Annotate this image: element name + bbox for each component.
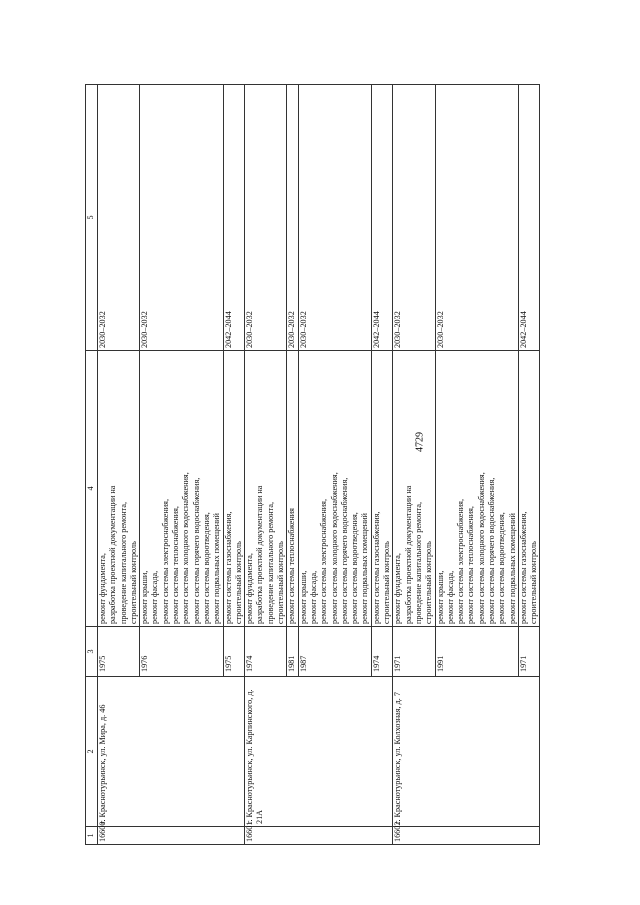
header-col-5: 5 <box>86 85 98 351</box>
row-number: 16600. <box>98 827 245 845</box>
work-item: разработка проектной документации на <box>108 485 118 624</box>
work-item: ремонт системы газоснабжения, <box>518 511 528 624</box>
work-item: ремонт фундамента, <box>393 553 403 624</box>
work-item: ремонт системы холодного водоснабжения, <box>476 472 486 624</box>
table-row <box>245 85 287 845</box>
work-item: ремонт системы теплоснабжения, <box>466 506 476 624</box>
period-cell: 2042–2044 <box>518 85 540 351</box>
work-item: ремонт системы газоснабжения, <box>371 511 381 624</box>
repair-schedule-table <box>85 84 540 845</box>
work-item: строительный контроль <box>233 541 243 624</box>
work-item: ремонт крыши, <box>435 570 445 624</box>
rotated-page <box>85 85 575 845</box>
work-item: проведение капитального ремонта, <box>118 501 128 624</box>
header-col-4: 4 <box>86 351 98 627</box>
header-col-2: 2 <box>86 677 98 827</box>
works-cell <box>518 351 540 627</box>
work-item: строительный контроль <box>529 541 539 624</box>
work-item: строительный контроль <box>128 541 138 624</box>
year-cell: 1971 <box>393 627 435 677</box>
period-cell: 2030–2032 <box>298 85 371 351</box>
works-cell <box>223 351 245 627</box>
row-number: 16601. <box>245 827 393 845</box>
address-cell: г. Краснотурьинск, ул. Мира, д. 46 <box>98 677 245 827</box>
table-body <box>98 85 540 845</box>
header-col-1: 1 <box>86 827 98 845</box>
work-item: строительный контроль <box>382 541 392 624</box>
year-cell: 1987 <box>298 627 371 677</box>
table-row <box>393 85 435 845</box>
year-cell: 1981 <box>287 627 298 677</box>
year-cell: 1975 <box>223 627 245 677</box>
work-item: проведение капитального ремонта, <box>265 501 275 624</box>
work-item: строительный контроль <box>276 541 286 624</box>
work-item: ремонт крыши, <box>140 570 150 624</box>
works-cell <box>98 351 140 627</box>
period-cell: 2042–2044 <box>371 85 393 351</box>
work-item: ремонт системы электроснабжения, <box>456 499 466 624</box>
works-cell <box>245 351 287 627</box>
period-cell: 2030–2032 <box>393 85 435 351</box>
work-item: ремонт системы электроснабжения, <box>160 499 170 624</box>
work-item: ремонт системы теплоснабжения <box>287 508 297 624</box>
period-cell: 2030–2032 <box>245 85 287 351</box>
year-cell: 1971 <box>518 627 540 677</box>
work-item: ремонт фасада, <box>445 570 455 624</box>
work-item: ремонт фундамента, <box>245 553 255 624</box>
work-item: ремонт системы газоснабжения, <box>223 511 233 624</box>
work-item: ремонт системы электроснабжения, <box>319 499 329 624</box>
work-item: ремонт подвальных помещений <box>360 513 370 624</box>
address-cell: г. Краснотурьинск, ул. Карпинского, д. 21А <box>245 677 393 827</box>
work-item: ремонт крыши, <box>298 570 308 624</box>
works-cell <box>393 351 435 627</box>
period-cell: 2030–2032 <box>98 85 140 351</box>
work-item: разработка проектной документации на <box>255 485 265 624</box>
page-number: 4729 <box>414 432 426 452</box>
work-item: разработка проектной документации на <box>403 485 413 624</box>
year-cell: 1974 <box>371 627 393 677</box>
period-cell: 2030–2032 <box>435 85 518 351</box>
works-cell <box>435 351 518 627</box>
works-cell <box>287 351 298 627</box>
work-item: ремонт системы холодного водоснабжения, <box>329 472 339 624</box>
work-item: ремонт системы водоотведения, <box>497 512 507 624</box>
period-cell: 2042–2044 <box>223 85 245 351</box>
work-item: ремонт фундамента, <box>98 553 107 624</box>
year-cell: 1991 <box>435 627 518 677</box>
work-item: ремонт системы теплоснабжения, <box>171 506 181 624</box>
year-cell: 1975 <box>98 627 140 677</box>
work-item: ремонт фасада, <box>308 570 318 624</box>
work-item: ремонт фасада, <box>150 570 160 624</box>
work-item: ремонт системы горячего водоснабжения, <box>339 477 349 624</box>
row-number: 16602. <box>393 827 540 845</box>
address-cell: г. Краснотурьинск, ул. Колхозная, д. 7 <box>393 677 540 827</box>
header-row <box>86 85 98 845</box>
period-cell: 2030–2032 <box>140 85 223 351</box>
work-item: ремонт системы горячего водоснабжения, <box>191 477 201 624</box>
work-item: строительный контроль <box>424 541 434 624</box>
works-cell <box>298 351 371 627</box>
header-col-3: 3 <box>86 627 98 677</box>
works-cell <box>371 351 393 627</box>
work-item: ремонт системы холодного водоснабжения, <box>181 472 191 624</box>
year-cell: 1976 <box>140 627 223 677</box>
table-row <box>98 85 140 845</box>
work-item: ремонт системы водоотведения, <box>201 512 211 624</box>
work-item: ремонт системы водоотведения, <box>350 512 360 624</box>
year-cell: 1974 <box>245 627 287 677</box>
works-cell <box>140 351 223 627</box>
work-item: проведение капитального ремонта, <box>413 501 423 624</box>
work-item: ремонт подвальных помещений <box>507 513 517 624</box>
work-item: ремонт подвальных помещений <box>212 513 222 624</box>
work-item: ремонт системы горячего водоснабжения, <box>486 477 496 624</box>
period-cell: 2030–2032 <box>287 85 298 351</box>
